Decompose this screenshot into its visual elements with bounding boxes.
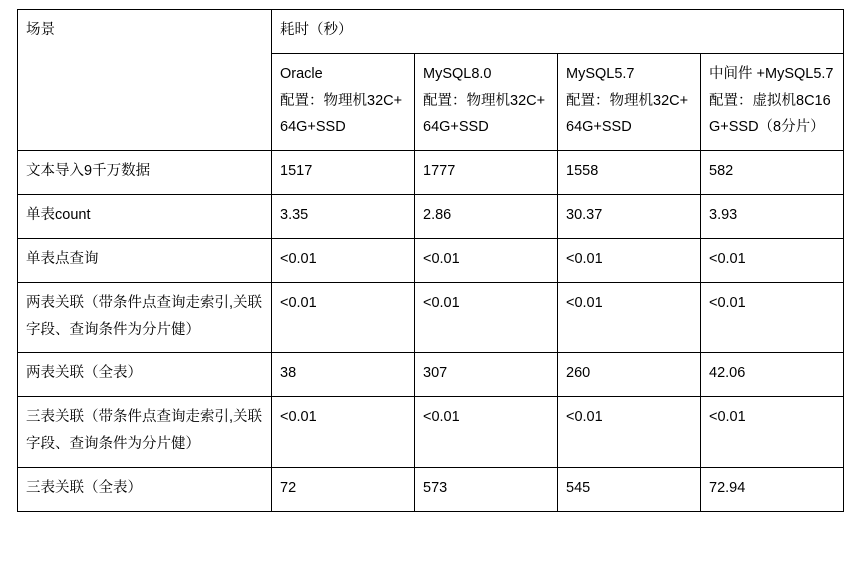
table-row xyxy=(18,195,844,239)
column-header-mysql80 xyxy=(415,53,558,150)
column-config: 配置：物理机32C+64G+SSD xyxy=(566,92,689,136)
column-header-oracle xyxy=(272,53,415,150)
column-header-mysql57 xyxy=(558,53,701,150)
row-value-mysql57: 30.37 xyxy=(558,195,701,239)
row-scene-label: 文本导入9千万数据 xyxy=(18,151,272,195)
row-value-mysql80: <0.01 xyxy=(415,238,558,282)
row-value-mysql57: <0.01 xyxy=(558,282,701,353)
row-value-mysql57: 260 xyxy=(558,353,701,397)
table-row xyxy=(18,353,844,397)
row-value-mysql80: <0.01 xyxy=(415,397,558,468)
row-value-mysql80: 1777 xyxy=(415,151,558,195)
row-value-mysql57: <0.01 xyxy=(558,238,701,282)
table-row xyxy=(18,282,844,353)
row-scene-label: 单表count xyxy=(18,195,272,239)
row-value-mysql80: 307 xyxy=(415,353,558,397)
column-name: Oracle xyxy=(280,65,323,82)
table-row xyxy=(18,238,844,282)
row-value-mysql57: <0.01 xyxy=(558,397,701,468)
row-scene-label: 三表关联（全表） xyxy=(18,467,272,511)
row-value-middleware: <0.01 xyxy=(701,397,844,468)
row-value-oracle: 38 xyxy=(272,353,415,397)
row-value-oracle: <0.01 xyxy=(272,238,415,282)
column-name: MySQL5.7 xyxy=(566,65,635,82)
row-value-oracle: 3.35 xyxy=(272,195,415,239)
column-config: 配置：虚拟机8C16G+SSD（8分片） xyxy=(709,92,831,136)
row-value-middleware: 3.93 xyxy=(701,195,844,239)
row-value-mysql57: 1558 xyxy=(558,151,701,195)
row-value-middleware: 72.94 xyxy=(701,467,844,511)
column-header-middleware-mysql57 xyxy=(701,53,844,150)
column-config: 配置：物理机32C+64G+SSD xyxy=(423,92,546,136)
header-metric: 耗时（秒） xyxy=(272,10,844,54)
table-header-row xyxy=(18,10,844,54)
row-value-mysql80: <0.01 xyxy=(415,282,558,353)
row-value-oracle: <0.01 xyxy=(272,282,415,353)
column-name: 中间件 +MySQL5.7 xyxy=(709,65,834,82)
header-scene: 场景 xyxy=(18,10,272,151)
row-value-middleware: 582 xyxy=(701,151,844,195)
row-scene-label: 三表关联（带条件点查询走索引,关联字段、查询条件为分片健） xyxy=(18,397,272,468)
row-scene-label: 单表点查询 xyxy=(18,238,272,282)
row-value-mysql57: 545 xyxy=(558,467,701,511)
table-row xyxy=(18,467,844,511)
table-row xyxy=(18,151,844,195)
row-value-oracle: 1517 xyxy=(272,151,415,195)
row-value-middleware: <0.01 xyxy=(701,238,844,282)
column-name: MySQL8.0 xyxy=(423,65,492,82)
row-value-oracle: 72 xyxy=(272,467,415,511)
row-value-mysql80: 2.86 xyxy=(415,195,558,239)
performance-comparison-table xyxy=(17,9,844,512)
column-config: 配置：物理机32C+64G+SSD xyxy=(280,92,403,136)
row-scene-label: 两表关联（全表） xyxy=(18,353,272,397)
row-scene-label: 两表关联（带条件点查询走索引,关联字段、查询条件为分片健） xyxy=(18,282,272,353)
row-value-oracle: <0.01 xyxy=(272,397,415,468)
row-value-middleware: 42.06 xyxy=(701,353,844,397)
table-row xyxy=(18,397,844,468)
row-value-mysql80: 573 xyxy=(415,467,558,511)
row-value-middleware: <0.01 xyxy=(701,282,844,353)
